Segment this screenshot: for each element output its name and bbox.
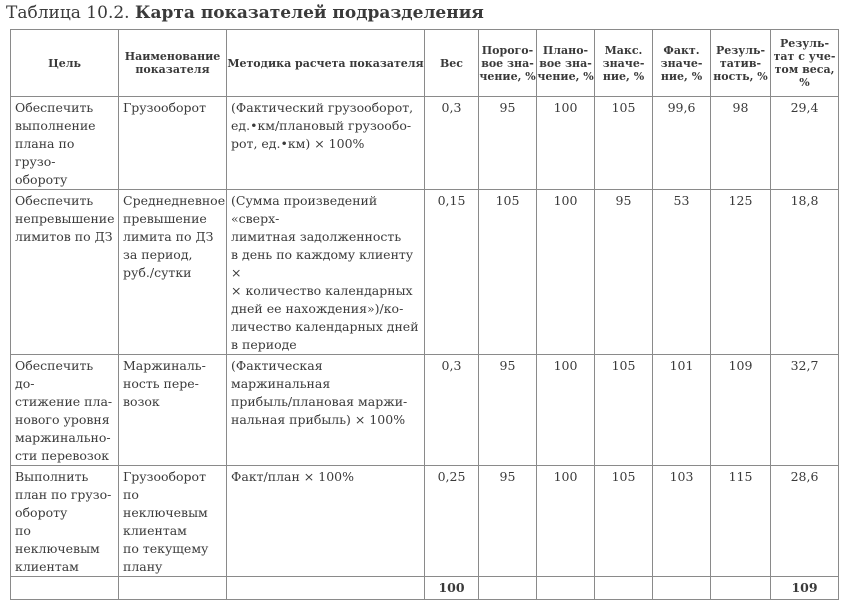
cell-threshold: 95 <box>479 466 537 577</box>
header-threshold: Порого- вое зна- чение, % <box>479 30 537 97</box>
header-plan: Плано- вое зна- чение, % <box>537 30 595 97</box>
header-goal: Цель <box>11 30 119 97</box>
cell-empty <box>537 577 595 600</box>
cell-max: 105 <box>595 355 653 466</box>
cell-empty <box>119 577 227 600</box>
cell-indicator: Маржиналь- ность пере- возок <box>119 355 227 466</box>
header-weight: Вес <box>425 30 479 97</box>
cell-result: 98 <box>711 97 771 190</box>
cell-plan: 100 <box>537 97 595 190</box>
cell-result: 125 <box>711 190 771 355</box>
cell-max: 95 <box>595 190 653 355</box>
cell-weight: 0,15 <box>425 190 479 355</box>
cell-method: Факт/план × 100% <box>227 466 425 577</box>
cell-weighted: 18,8 <box>771 190 839 355</box>
cell-weighted: 32,7 <box>771 355 839 466</box>
caption-title: Карта показателей подразделения <box>134 3 484 23</box>
header-result: Резуль- татив- ность, % <box>711 30 771 97</box>
cell-empty <box>479 577 537 600</box>
cell-indicator: Среднедневное превышение лимита по ДЗ за период, руб./сутки <box>119 190 227 355</box>
totals-row <box>11 577 839 600</box>
cell-weighted: 28,6 <box>771 466 839 577</box>
cell-fact: 103 <box>653 466 711 577</box>
cell-plan: 100 <box>537 355 595 466</box>
header-indicator: Наименование показателя <box>119 30 227 97</box>
cell-fact: 99,6 <box>653 97 711 190</box>
total-weight: 100 <box>425 577 479 600</box>
header-weighted: Резуль- тат с уче- том веса, % <box>771 30 839 97</box>
cell-fact: 53 <box>653 190 711 355</box>
cell-empty <box>711 577 771 600</box>
cell-result: 109 <box>711 355 771 466</box>
cell-indicator: Грузооборот по неключевым клиентам по текущему плану <box>119 466 227 577</box>
cell-weight: 0,3 <box>425 355 479 466</box>
cell-empty <box>11 577 119 600</box>
header-method: Методика расчета показателя <box>227 30 425 97</box>
header-max: Макс. значе- ние, % <box>595 30 653 97</box>
table-row <box>11 355 839 466</box>
cell-method: (Сумма произведений «сверх- лимитная задолженность в день по каждому клиенту × × количество календарных дней ее нахождения»)/ко- личество календарных дней в периоде <box>227 190 425 355</box>
cell-plan: 100 <box>537 190 595 355</box>
table-row <box>11 190 839 355</box>
cell-goal: Обеспечить до- стижение пла- нового уровня маржинально- сти перевозок <box>11 355 119 466</box>
table-row <box>11 466 839 577</box>
cell-goal: Обеспечить выполнение плана по грузо- обороту <box>11 97 119 190</box>
cell-weight: 0,25 <box>425 466 479 577</box>
indicator-table <box>10 29 839 600</box>
cell-indicator: Грузооборот <box>119 97 227 190</box>
cell-method: (Фактическая маржинальная прибыль/плановая маржи- нальная прибыль) × 100% <box>227 355 425 466</box>
cell-empty <box>653 577 711 600</box>
table-row <box>11 97 839 190</box>
cell-plan: 100 <box>537 466 595 577</box>
table-caption <box>6 3 484 23</box>
cell-weighted: 29,4 <box>771 97 839 190</box>
cell-method: (Фактический грузооборот, ед.•км/плановый грузообо- рот, ед.•км) × 100% <box>227 97 425 190</box>
cell-max: 105 <box>595 97 653 190</box>
cell-goal: Выполнить план по грузо- обороту по неключевым клиентам <box>11 466 119 577</box>
caption-prefix: Таблица 10.2. <box>6 3 130 23</box>
header-fact: Факт. значе- ние, % <box>653 30 711 97</box>
total-weighted: 109 <box>771 577 839 600</box>
cell-threshold: 95 <box>479 97 537 190</box>
header-row <box>11 30 839 97</box>
cell-empty <box>227 577 425 600</box>
cell-max: 105 <box>595 466 653 577</box>
cell-threshold: 95 <box>479 355 537 466</box>
cell-threshold: 105 <box>479 190 537 355</box>
cell-empty <box>595 577 653 600</box>
cell-weight: 0,3 <box>425 97 479 190</box>
cell-fact: 101 <box>653 355 711 466</box>
cell-result: 115 <box>711 466 771 577</box>
cell-goal: Обеспечить непревышение лимитов по ДЗ <box>11 190 119 355</box>
